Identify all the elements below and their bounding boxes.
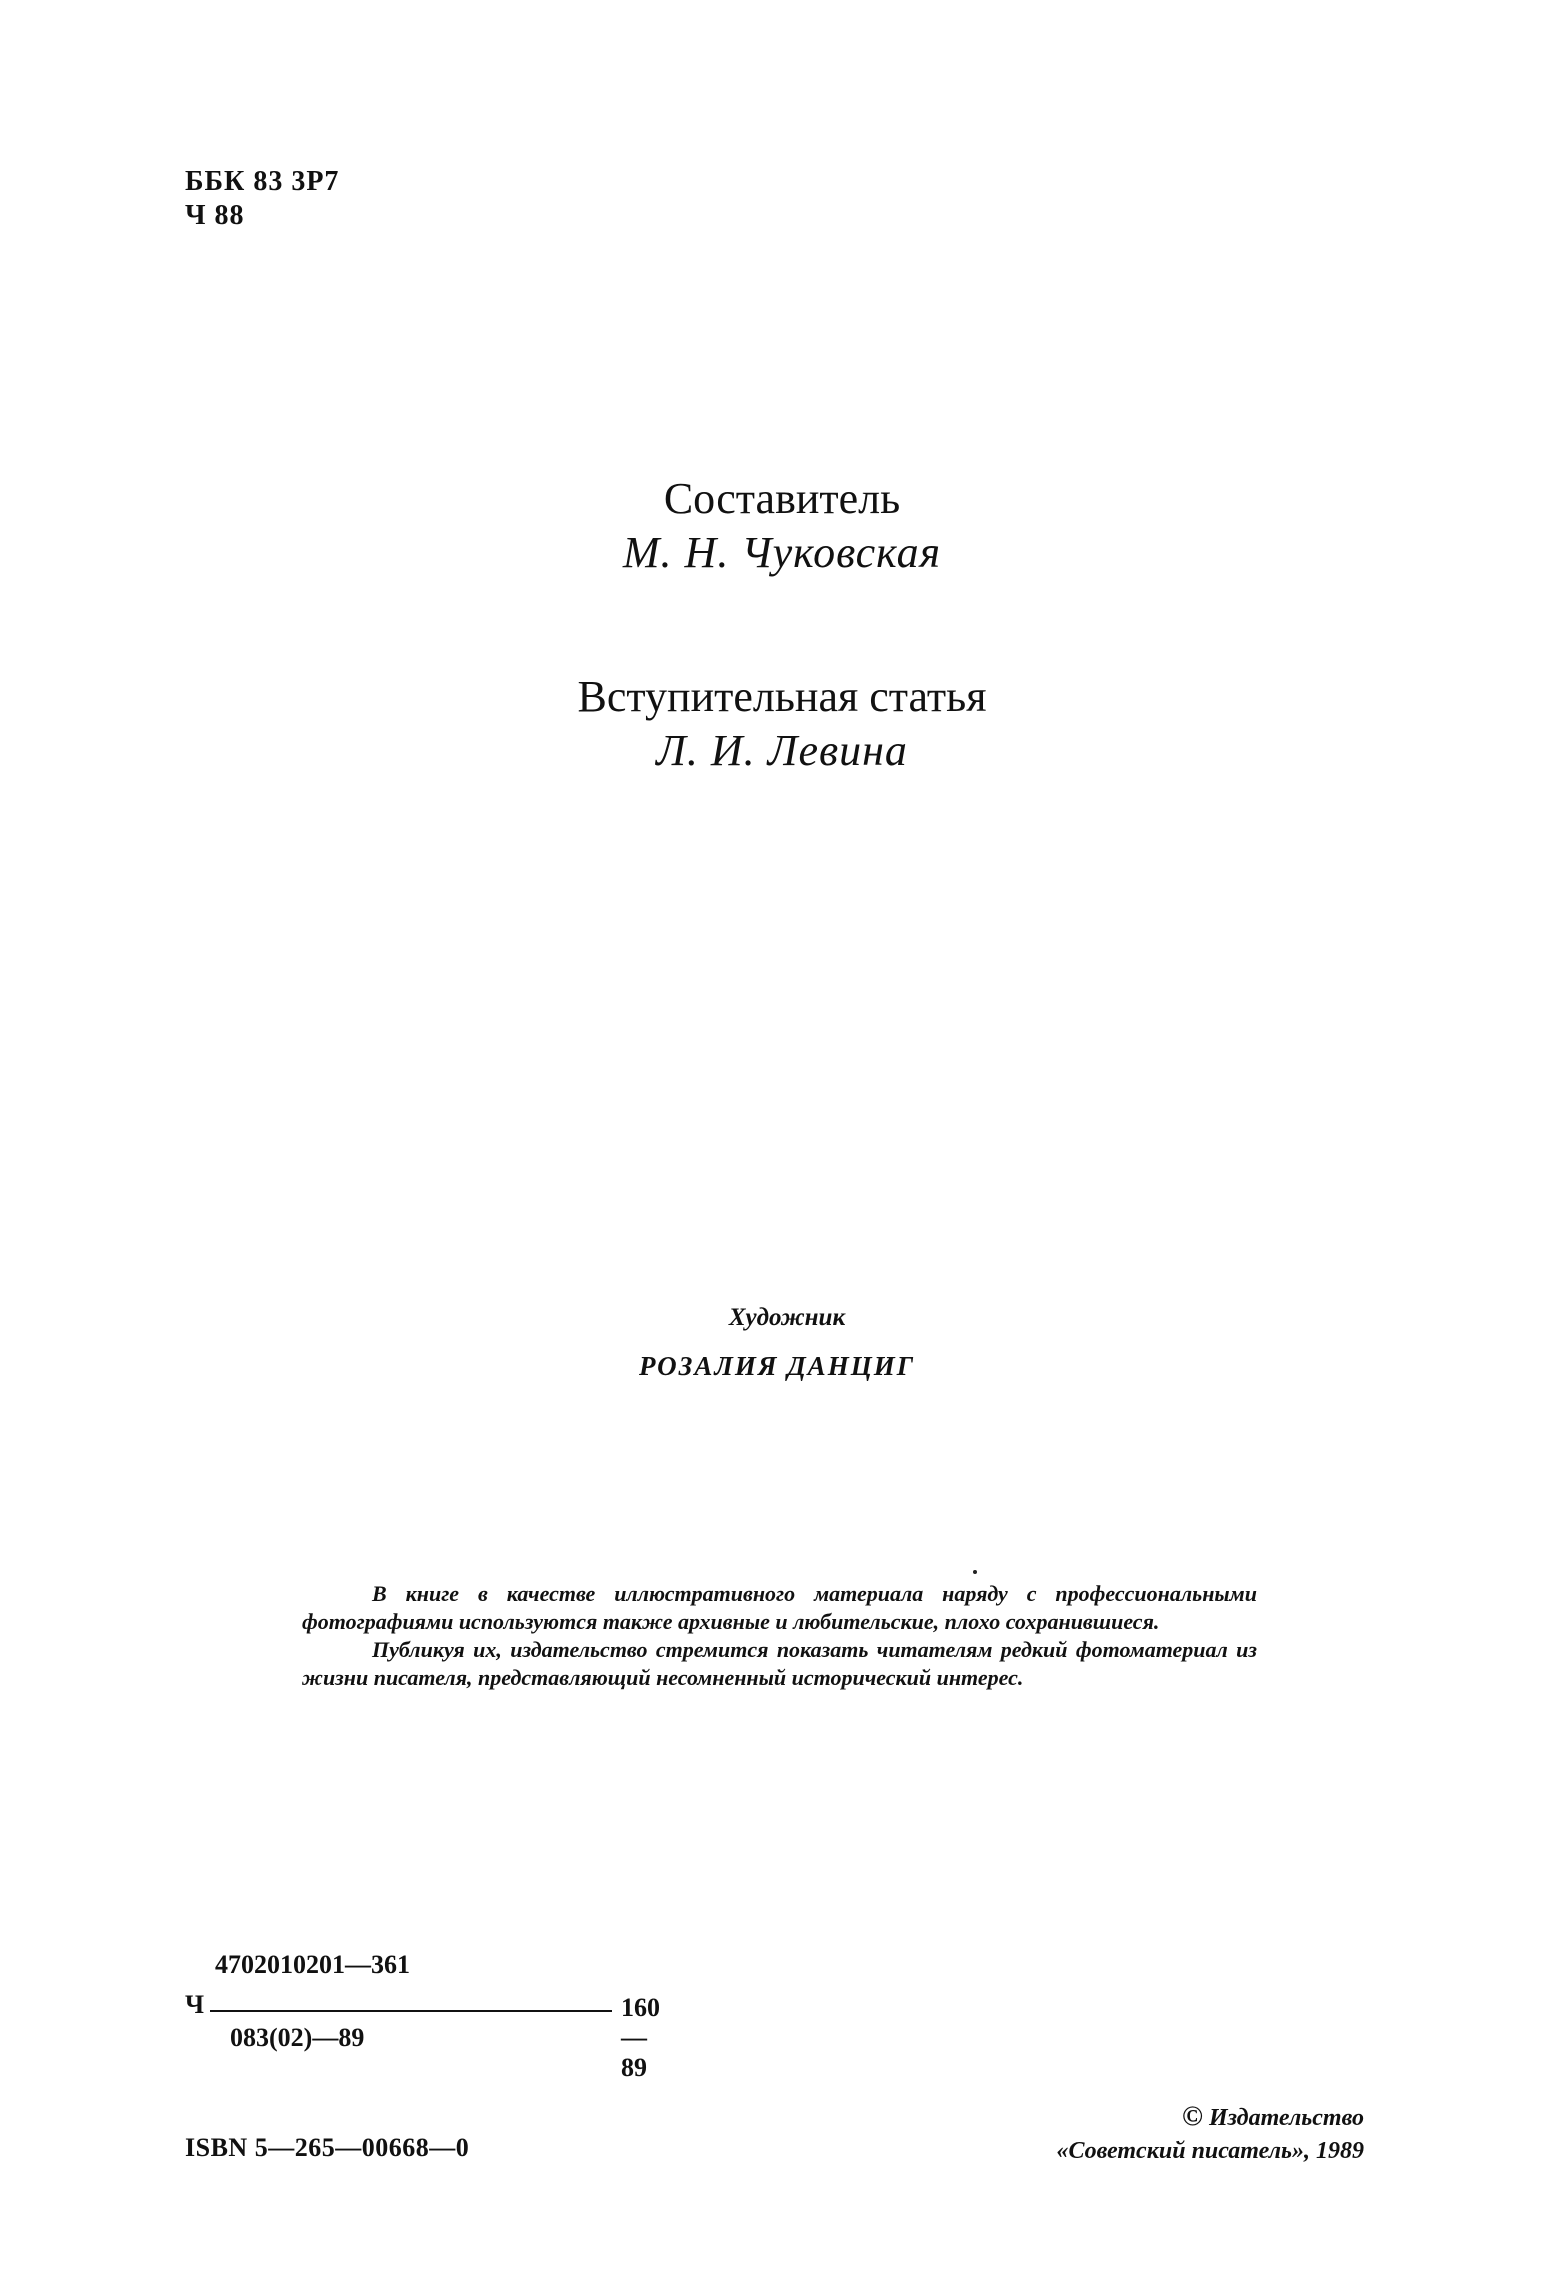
artist-role: Художник bbox=[728, 1304, 846, 1331]
classification-codes bbox=[185, 165, 339, 233]
copyright-symbol: © bbox=[1182, 2101, 1203, 2132]
compiler-credit bbox=[0, 472, 1554, 580]
note-paragraph: В книге в качестве иллюстративного материала наряду с профессиональными фотографиями используются также архивные и любительские, плохо сохранившиеся. bbox=[302, 1581, 1257, 1634]
author-mark: Ч 88 bbox=[185, 200, 245, 231]
intro-credit bbox=[0, 670, 1554, 778]
fraction-line bbox=[210, 2010, 612, 2012]
bbk-code: ББК 83 3Р7 bbox=[185, 166, 340, 197]
compiler-role: Составитель bbox=[663, 474, 901, 523]
publisher-line-2: «Советский писатель», 1989 bbox=[1056, 2138, 1364, 2164]
isbn: ISBN 5—265—00668—0 bbox=[185, 2133, 470, 2162]
publisher-line-1 bbox=[1056, 2100, 1364, 2135]
catalog-letter: Ч bbox=[185, 1990, 205, 2019]
note-paragraph: Публикуя их, издательство стремится показать читателям редкий фотоматериал из жизни писателя, представляющий несомненный исторический интерес. bbox=[302, 1637, 1257, 1690]
artist-name: РОЗАЛИЯ ДАНЦИГ bbox=[638, 1351, 916, 1381]
print-speck bbox=[973, 1570, 977, 1574]
catalog-denominator: 083(02)—89 bbox=[230, 2023, 365, 2052]
publisher-imprint bbox=[1056, 2100, 1364, 2168]
catalog-suffix: 160—89 bbox=[615, 1993, 660, 2083]
catalog-numerator: 4702010201—361 bbox=[215, 1950, 410, 1979]
intro-author-name: Л. И. Левина bbox=[656, 726, 908, 775]
artist-credit bbox=[0, 1300, 1554, 1384]
intro-role: Вступительная статья bbox=[577, 672, 987, 721]
catalog-index bbox=[185, 1950, 660, 2082]
illustration-note bbox=[302, 1580, 1257, 1692]
publisher-label: Издательство bbox=[1208, 2105, 1364, 2131]
compiler-name: М. Н. Чуковская bbox=[622, 528, 942, 577]
